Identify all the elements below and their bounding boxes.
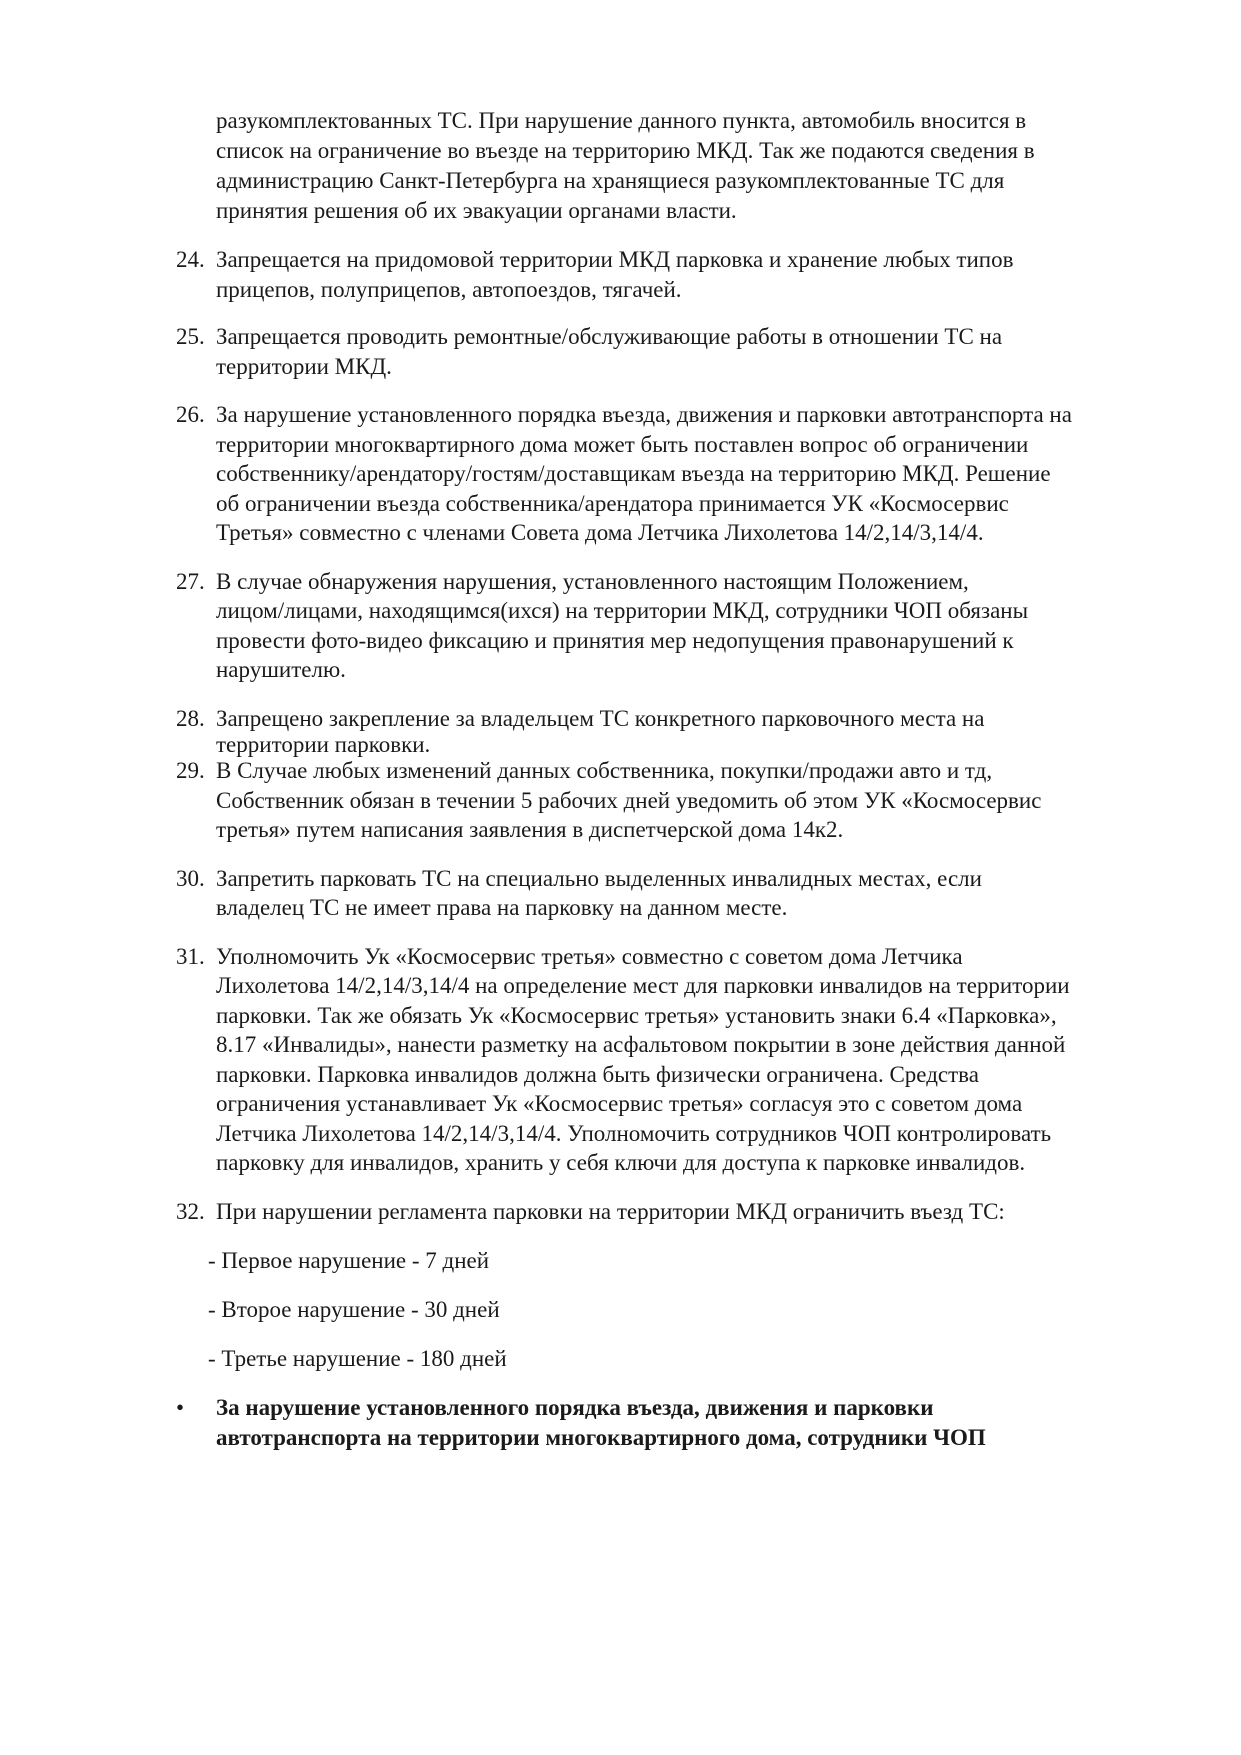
item-line: В Случае любых изменений данных собственника, покупки/продажи авто и тд, <box>216 758 993 783</box>
item-number: 29. <box>176 758 205 783</box>
item-line: Запрещено закрепление за владельцем ТС конкретного парковочного места на <box>216 706 985 731</box>
item-number: 32. <box>176 1199 205 1224</box>
item-line: нарушителю. <box>216 657 346 682</box>
item-line: территории парковки. <box>216 732 431 757</box>
item-line: собственнику/арендатору/гостям/доставщикам въезда на территорию МКД. Решение <box>216 461 1051 486</box>
item-line: Запретить парковать ТС на специально выделенных инвалидных местах, если <box>216 866 982 891</box>
item-line: лицом/лицами, находящимся(ихся) на территории МКД, сотрудники ЧОП обязаны <box>216 598 1029 623</box>
item-line: третья» путем написания заявления в диспетчерской дома 14к2. <box>216 817 844 842</box>
item-line: парковки. Парковка инвалидов должна быть физически ограничена. Средства <box>216 1062 979 1087</box>
bullet-line: За нарушение установленного порядка въезда, движения и парковки <box>216 1395 934 1420</box>
intro-line: администрацию Санкт-Петербурга на хранящиеся разукомплектованные ТС для <box>216 168 1005 193</box>
item-line: прицепов, полуприцепов, автопоездов, тягачей. <box>216 277 682 302</box>
item-line: За нарушение установленного порядка въезда, движения и парковки автотранспорта на <box>216 402 1072 427</box>
item-line: ограничения устанавливает Ук «Космосервис третья» согласуя это с советом дома <box>216 1091 1023 1116</box>
item-number: 30. <box>176 866 205 891</box>
item-line: владелец ТС не имеет права на парковку на данном месте. <box>216 895 788 920</box>
item-line: парковку для инвалидов, хранить у себя ключи для доступа к парковке инвалидов. <box>216 1150 1026 1175</box>
item-line: парковки. Так же обязать Ук «Космосервис третья» установить знаки 6.4 «Парковка», <box>216 1003 1057 1028</box>
intro-line: принятия решения об их эвакуации органами власти. <box>216 198 737 223</box>
item-line: Собственник обязан в течении 5 рабочих дней уведомить об этом УК «Космосервис <box>216 788 1042 813</box>
item-line: Летчика Лихолетова 14/2,14/3,14/4. Уполномочить сотрудников ЧОП контролировать <box>216 1121 1052 1146</box>
item-number: 26. <box>176 402 205 427</box>
item-line: территории МКД. <box>216 354 392 379</box>
penalty-item: - Третье нарушение - 180 дней <box>208 1346 507 1371</box>
item-line: Запрещается на придомовой территории МКД парковка и хранение любых типов <box>216 247 1014 272</box>
item-line: об ограничении въезда собственника/арендатора принимается УК «Космосервис <box>216 491 1009 516</box>
intro-line: список на ограничение во въезде на территорию МКД. Так же подаются сведения в <box>216 138 1035 163</box>
item-number: 25. <box>176 324 205 349</box>
item-number: 31. <box>176 944 205 969</box>
penalty-item: - Первое нарушение - 7 дней <box>208 1248 490 1273</box>
bullet-line: автотранспорта на территории многоквартирного дома, сотрудники ЧОП <box>216 1425 986 1450</box>
item-line: Уполномочить Ук «Космосервис третья» совместно с советом дома Летчика <box>216 944 963 969</box>
item-line: При нарушении регламента парковки на территории МКД ограничить въезд ТС: <box>216 1199 1005 1224</box>
item-line: Третья» совместно с членами Совета дома Летчика Лихолетова 14/2,14/3,14/4. <box>216 520 984 545</box>
bullet-icon: • <box>176 1395 185 1420</box>
item-line: Запрещается проводить ремонтные/обслуживающие работы в отношении ТС на <box>216 324 1003 349</box>
item-line: 8.17 «Инвалиды», нанести разметку на асфальтовом покрытии в зоне действия данной <box>216 1032 1066 1057</box>
item-line: Лихолетова 14/2,14/3,14/4 на определение мест для парковки инвалидов на территории <box>216 973 1070 998</box>
item-number: 27. <box>176 569 205 594</box>
item-number: 24. <box>176 247 205 272</box>
item-line: провести фото-видео фиксацию и принятия мер недопущения правонарушений к <box>216 628 1014 653</box>
intro-line: разукомплектованных ТС. При нарушение данного пункта, автомобиль вносится в <box>216 108 1027 133</box>
item-line: В случае обнаружения нарушения, установленного настоящим Положением, <box>216 569 969 594</box>
item-number: 28. <box>176 706 205 731</box>
item-line: территории многоквартирного дома может быть поставлен вопрос об ограничении <box>216 432 1029 457</box>
penalty-item: - Второе нарушение - 30 дней <box>208 1297 500 1322</box>
